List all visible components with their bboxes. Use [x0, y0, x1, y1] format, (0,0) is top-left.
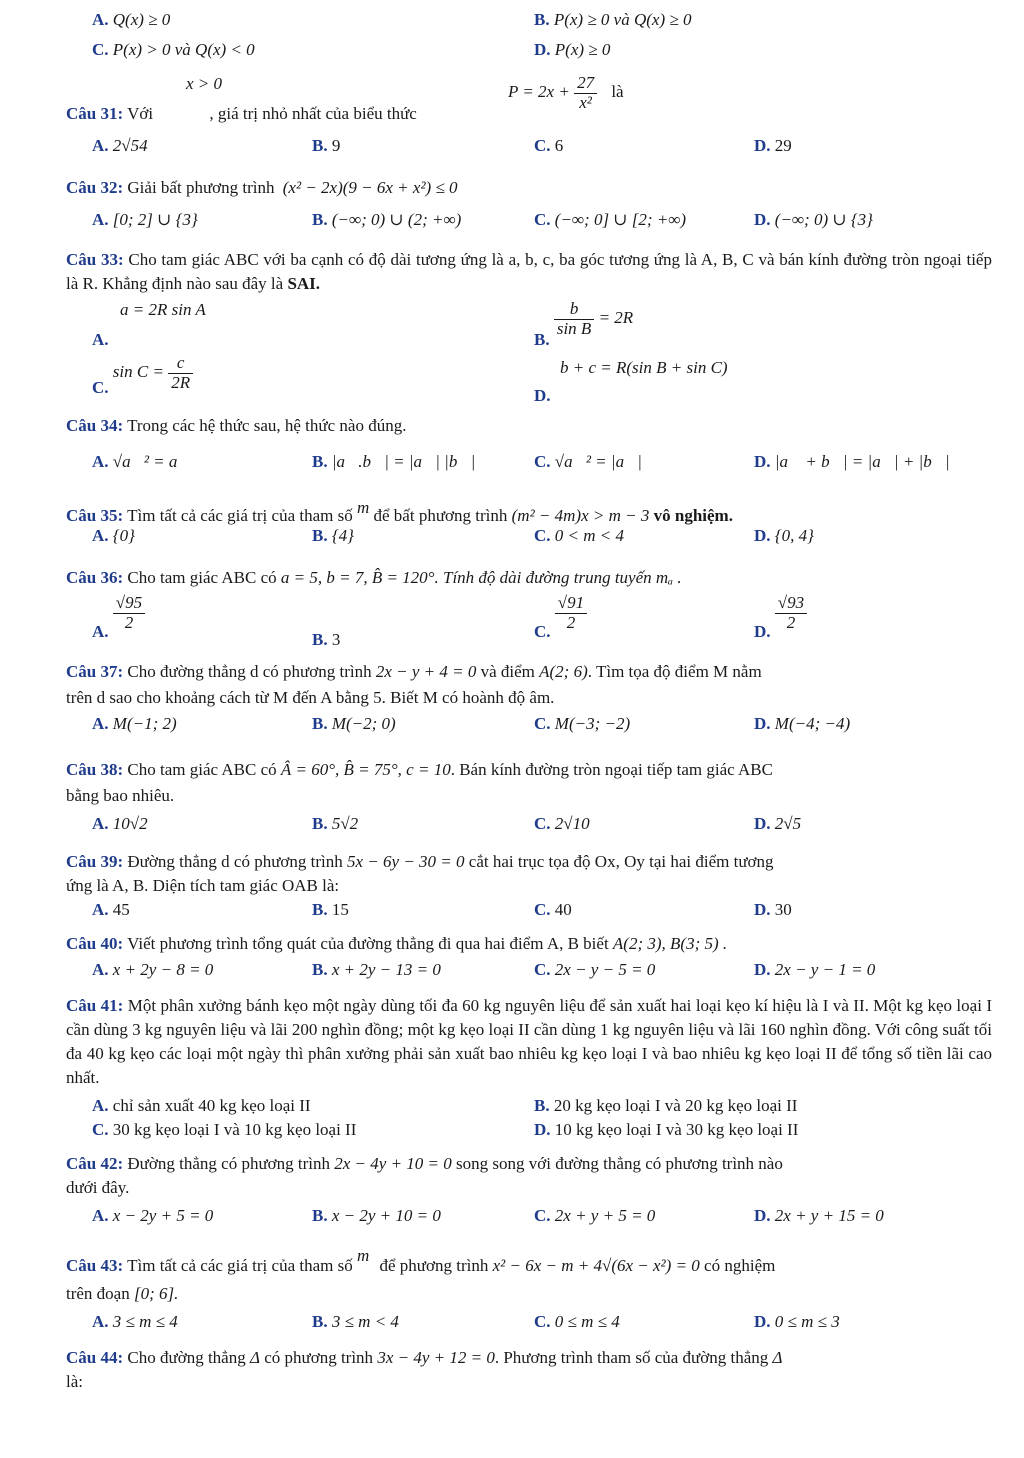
q42-option-c: C. 2x + y + 5 = 0	[534, 1206, 656, 1225]
q31-fraction: $\frac{27}{\text{x²}}$	[574, 74, 597, 112]
q40-stem: Câu 40: Viết phương trình tổng quát của đường thẳng đi qua hai điểm A, B biết A(2; 3), B(3; 5) .	[66, 934, 728, 953]
q40-option-c: C. 2x − y − 5 = 0	[534, 960, 656, 979]
q42-option-b: B. x − 2y + 10 = 0	[312, 1206, 441, 1225]
q33-option-d-expr: b + c = R(sin B + sin C)	[560, 358, 728, 377]
q36-option-c: C. $\frac{√91}{2}$	[534, 594, 587, 642]
q42-option-d: D. 2x + y + 15 = 0	[754, 1206, 884, 1225]
q40-option-b: B. x + 2y − 13 = 0	[312, 960, 441, 979]
q34-option-c: C. √a⃗² = |a⃗|	[534, 452, 642, 471]
q33-option-d: D.	[534, 386, 551, 405]
q39-option-d: D. 30	[754, 900, 792, 919]
q39-stem-line2: ứng là A, B. Diện tích tam giác OAB là:	[66, 876, 340, 895]
q31-stem: Câu 31: Với , giá trị nhỏ nhất của biểu thức	[66, 104, 417, 123]
q35-option-c: C. 0 < m < 4	[534, 526, 625, 545]
q30-option-c: C. P(x) > 0 và Q(x) < 0	[92, 40, 255, 59]
q42-option-a: A. x − 2y + 5 = 0	[92, 1206, 214, 1225]
q44-stem-line2: là:	[66, 1372, 83, 1391]
q33-option-a-expr: a = 2R sin A	[120, 300, 206, 319]
q36-stem: Câu 36: Cho tam giác ABC có a = 5, b = 7, B̂ = 120°. Tính độ dài đường trung tuyến mₐ .	[66, 568, 682, 587]
q32-option-c: C. (−∞; 0] ∪ [2; +∞)	[534, 210, 687, 229]
q43-stem-line1: Câu 43: Tìm tất cả các giá trị của tham số m để phương trình x² − 6x − m + 4√(6x − x²) = 0 có nghiệm	[66, 1246, 776, 1275]
q31-expression: P = 2x + $\frac{27}{\text{x²}}$ là	[508, 73, 624, 112]
q33-option-c: C. sin C = $\frac{c}{2R}$	[92, 354, 193, 398]
q40-option-d: D. 2x − y − 1 = 0	[754, 960, 876, 979]
q36-option-b: B. 3	[312, 630, 341, 649]
q43-option-d: D. 0 ≤ m ≤ 3	[754, 1312, 840, 1331]
q39-option-c: C. 40	[534, 900, 572, 919]
q35-stem: Câu 35: Tìm tất cả các giá trị của tham số m để bất phương trình (m² − 4m)x > m − 3 vô nghiệm.	[66, 498, 733, 525]
q40-option-a: A. x + 2y − 8 = 0	[92, 960, 214, 979]
q36-option-a: A. $\frac{√95}{2}$	[92, 594, 145, 642]
q38-stem-line1: Câu 38: Cho tam giác ABC có Â = 60°, B̂ = 75°, c = 10. Bán kính đường tròn ngoại tiếp tam giác ABC	[66, 760, 773, 779]
q31-condition: x > 0	[186, 74, 223, 93]
q43-option-b: B. 3 ≤ m < 4	[312, 1312, 399, 1331]
q44-stem-line1: Câu 44: Cho đường thẳng Δ có phương trình 3x − 4y + 12 = 0. Phương trình tham số của đường thẳng Δ	[66, 1348, 783, 1367]
q38-option-c: C. 2√10	[534, 814, 590, 833]
q35-option-b: B. {4}	[312, 526, 354, 545]
q41-option-b: B. 20 kg kẹo loại I và 20 kg kẹo loại II	[534, 1096, 798, 1115]
q39-option-b: B. 15	[312, 900, 349, 919]
q31-option-a: A. 2√54	[92, 136, 148, 155]
q30-option-d: D. P(x) ≥ 0	[534, 40, 611, 59]
q33-stem: Câu 33: Cho tam giác ABC với ba cạnh có độ dài tương ứng là a, b, c, ba góc tương ứng là A, B, C và bán kính đường tròn ngoại tiếp là R. Khẳng định nào sau đây là SAI.	[66, 250, 992, 293]
q34-stem: Câu 34: Trong các hệ thức sau, hệ thức nào đúng.	[66, 416, 407, 435]
q34-option-d: D. |a⃗ + b⃗| = |a⃗| + |b⃗|	[754, 452, 950, 471]
q37-option-a: A. M(−1; 2)	[92, 714, 177, 733]
q35-option-d: D. {0, 4}	[754, 526, 814, 545]
q42-stem-line1: Câu 42: Đường thẳng có phương trình 2x − 4y + 10 = 0 song song với đường thẳng có phương trình nào	[66, 1154, 783, 1173]
q36-option-d: D. $\frac{√93}{2}$	[754, 594, 807, 642]
q38-option-d: D. 2√5	[754, 814, 802, 833]
q37-stem-line1: Câu 37: Cho đường thẳng d có phương trình 2x − y + 4 = 0 và điểm A(2; 6). Tìm tọa độ điểm M nằm	[66, 662, 762, 681]
q34-option-a: A. √a⃗² = a⃗	[92, 452, 191, 471]
q31-option-b: B. 9	[312, 136, 341, 155]
q37-option-c: C. M(−3; −2)	[534, 714, 631, 733]
q34-option-b: B. |a⃗.b⃗| = |a⃗| |b⃗|	[312, 452, 476, 471]
q32-option-b: B. (−∞; 0) ∪ (2; +∞)	[312, 210, 462, 229]
q33-option-b: B. $\frac{b}{\text{sin B}}$ = 2R	[534, 299, 634, 350]
q39-stem-line1: Câu 39: Đường thẳng d có phương trình 5x − 6y − 30 = 0 cắt hai trục tọa độ Ox, Oy tại hai điểm tương	[66, 852, 774, 871]
q35-option-a: A. {0}	[92, 526, 135, 545]
q32-option-a: A. [0; 2] ∪ {3}	[92, 210, 198, 229]
q33-option-a: A.	[92, 330, 109, 349]
q38-stem-line2: bằng bao nhiêu.	[66, 786, 175, 805]
q43-stem-line2: trên đoạn [0; 6].	[66, 1284, 179, 1303]
q31-option-d: D. 29	[754, 136, 792, 155]
q38-option-a: A. 10√2	[92, 814, 148, 833]
q32-stem: Câu 32: Giải bất phương trình (x² − 2x)(9 − 6x + x²) ≤ 0	[66, 178, 458, 197]
q41-option-d: D. 10 kg kẹo loại I và 30 kg kẹo loại II	[534, 1120, 799, 1139]
q30-option-a: A. Q(x) ≥ 0	[92, 10, 171, 29]
q41-option-a: A. chỉ sản xuất 40 kg kẹo loại II	[92, 1096, 311, 1115]
q38-option-b: B. 5√2	[312, 814, 359, 833]
q37-option-b: B. M(−2; 0)	[312, 714, 396, 733]
q42-stem-line2: dưới đây.	[66, 1178, 130, 1197]
q41-stem: Câu 41: Một phân xưởng bánh kẹo một ngày dùng tối đa 60 kg nguyên liệu để sản xuất hai loại kẹo kí hiệu là I và II. Một kg kẹo loại I cần dùng 3 kg nguyên liệu và lãi 200 nghìn đồng; một kg kẹo loại II cần dùng 1 kg nguyên liệu và lãi 160 nghìn đồng. Với công suất tối đa 40 kg kẹo các loại một ngày thì phân xưởng phải sản xuất bao nhiêu kg kẹo loại I và bao nhiêu kg kẹo loại II để tổng số tiền lãi cao nhất.	[66, 996, 993, 1087]
q39-option-a: A. 45	[92, 900, 130, 919]
q30-option-b: B. P(x) ≥ 0 và Q(x) ≥ 0	[534, 10, 692, 29]
q31-option-c: C. 6	[534, 136, 564, 155]
q41-option-c: C. 30 kg kẹo loại I và 10 kg kẹo loại II	[92, 1120, 357, 1139]
q37-option-d: D. M(−4; −4)	[754, 714, 851, 733]
q37-stem-line2: trên d sao cho khoảng cách từ M đến A bằng 5. Biết M có hoành độ âm.	[66, 688, 555, 707]
q43-option-c: C. 0 ≤ m ≤ 4	[534, 1312, 620, 1331]
q43-option-a: A. 3 ≤ m ≤ 4	[92, 1312, 178, 1331]
q32-option-d: D. (−∞; 0) ∪ {3}	[754, 210, 873, 229]
